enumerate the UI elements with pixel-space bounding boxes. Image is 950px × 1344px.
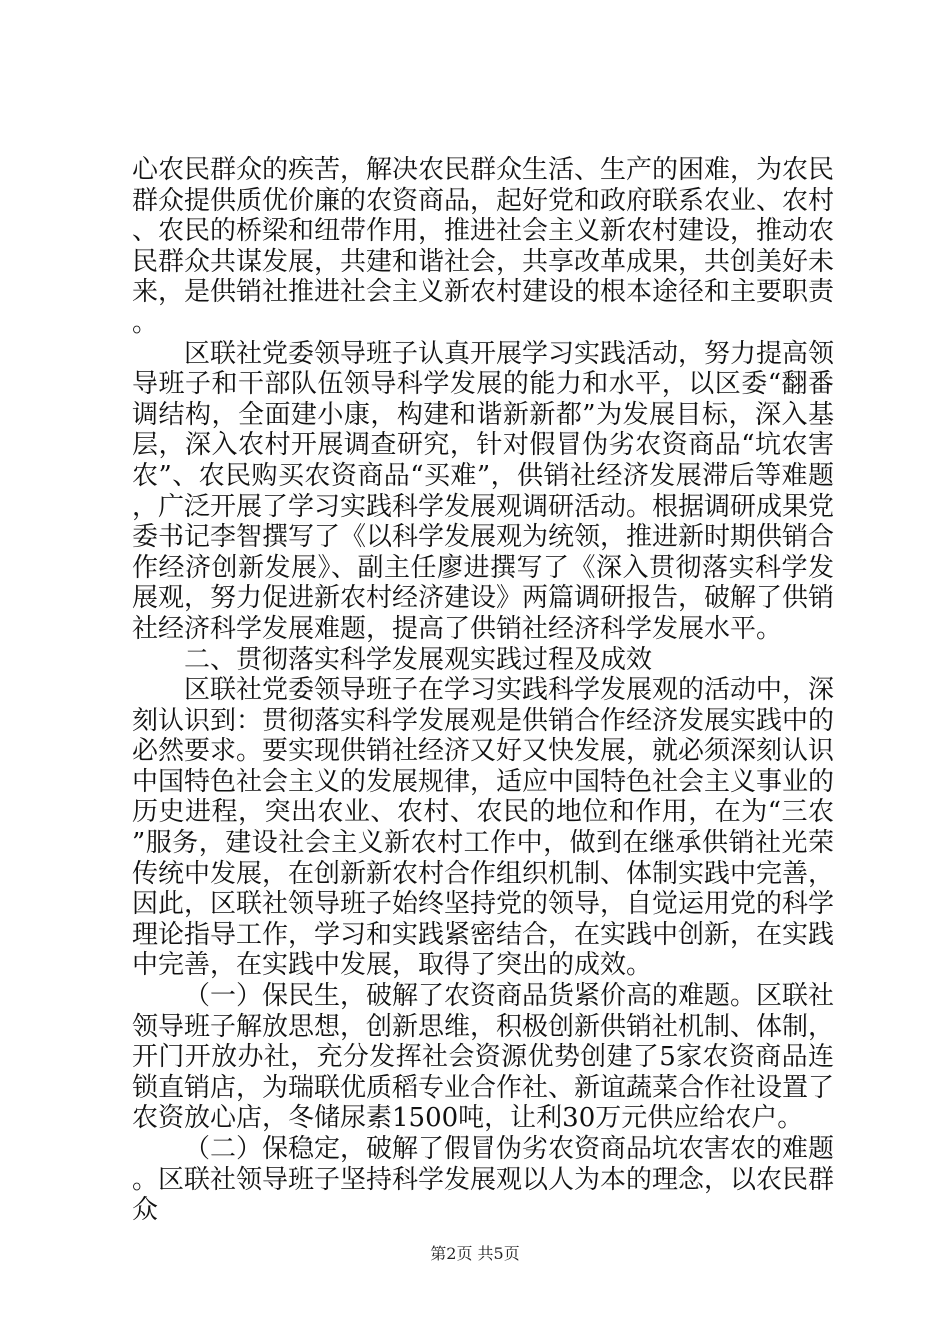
paragraph-2: 区联社党委领导班子认真开展学习实践活动，努力提高领导班子和干部队伍领导科学发展的能力和水平，以区委“翻番调结构，全面建小康，构建和谐新新都”为发展目标，深入基层，深入农村开展调查研究，针对假冒伪劣农资商品“坑农害农”、农民购买农资商品“买难”，供销社经济发展滞后等难题，广泛开展了学习实践科学发展观调研活动。根据调研成果党委书记李智撰写了《以科学发展观为统领，推进新时期供销合作经济创新发展》、副主任廖进撰写了《深入贯彻落实科学发展观，努力促进新农村经济建设》两篇调研报告，破解了供销社经济科学发展难题，提高了供销社经济科学发展水平。 (132, 338, 835, 644)
page-number-footer: 第2页 共5页 (430, 1244, 520, 1263)
paragraph-3: 区联社党委领导班子在学习实践科学发展观的活动中，深刻认识到：贯彻落实科学发展观是供销合作经济发展实践中的必然要求。要实现供销社经济又好又快发展，就必须深刻认识中国特色社会主义的发展规律，适应中国特色社会主义事业的历史进程，突出农业、农村、农民的地位和作用，在为“三农”服务，建设社会主义新农村工作中，做到在继承供销社光荣传统中发展，在创新新农村合作组织机制、体制实践中完善，因此，区联社领导班子始终坚持党的领导，自觉运用党的科学理论指导工作，学习和实践紧密结合，在实践中创新，在实践中完善，在实践中发展，取得了突出的成效。 (132, 675, 835, 981)
document-body (132, 155, 834, 1226)
paragraph-4: （一）保民生，破解了农资商品货紧价高的难题。区联社领导班子解放思想，创新思维，积极创新供销社机制、体制，开门开放办社，充分发挥社会资源优势创建了5家农资商品连锁直销店，为瑞联优质稻专业合作社、新谊蔬菜合作社设置了农资放心店，冬储尿素1500吨，让利30万元供应给农户。 (132, 981, 835, 1134)
paragraph-1: 心农民群众的疾苦，解决农民群众生活、生产的困难，为农民群众提供质优价廉的农资商品，起好党和政府联系农业、农村、农民的桥梁和纽带作用，推进社会主义新农村建设，推动农民群众共谋发展，共建和谐社会，共享改革成果，共创美好未来，是供销社推进社会主义新农村建设的根本途径和主要职责。 (132, 155, 835, 338)
paragraph-5: （二）保稳定，破解了假冒伪劣农资商品坑农害农的难题。区联社领导班子坚持科学发展观以人为本的理念，以农民群众 (132, 1134, 835, 1226)
section-heading: 二、贯彻落实科学发展观实践过程及成效 (184, 644, 653, 675)
